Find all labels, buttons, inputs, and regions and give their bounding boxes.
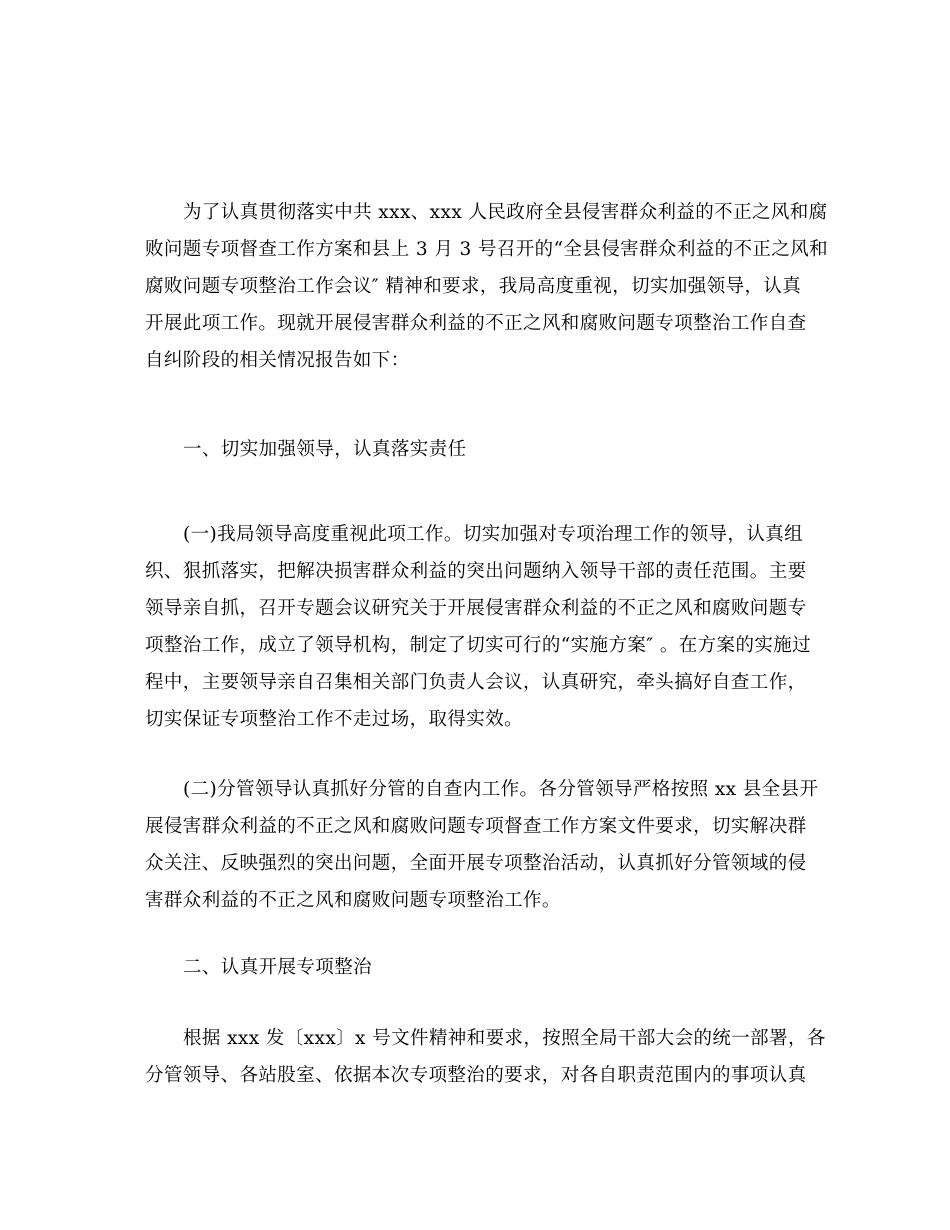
section-heading-2: 二、认真开展专项整治: [183, 957, 373, 978]
para1-line-1: (一)我局领导高度重视此项工作。切实加强对专项治理工作的领导，认真组: [183, 524, 804, 545]
intro-line-2: 败问题专项督查工作方案和县上 3 月 3 号召开的“全县侵害群众利益的不正之风和: [145, 239, 829, 260]
intro-line-3: 腐败问题专项整治工作会议″ 精神和要求，我局高度重视，切实加强领导，认真: [145, 276, 802, 297]
para2-line-1: (二)分管领导认真抓好分管的自查内工作。各分管领导严格按照 xx 县全县开: [183, 779, 819, 800]
section-heading-1: 一、切实加强领导，认真落实责任: [183, 439, 467, 460]
para3-line-1: 根据 xxx 发〔xxx〕x 号文件精神和要求，按照全局干部大会的统一部署，各: [183, 1028, 826, 1049]
para1-line-3: 领导亲自抓，召开专题会议研究关于开展侵害群众利益的不正之风和腐败问题专: [145, 598, 807, 619]
intro-line-5: 自纠阶段的相关情况报告如下：: [145, 350, 410, 371]
para2-line-3: 众关注、反映强烈的突出问题，全面开展专项整治活动，认真抓好分管领域的侵: [145, 853, 807, 874]
para3-line-2: 分管领导、各站股室、依据本次专项整治的要求，对各自职责范围内的事项认真: [145, 1065, 807, 1086]
para1-line-5: 程中，主要领导亲自召集相关部门负责人会议，认真研究，牵头搞好自查工作，: [145, 672, 807, 693]
para1-line-2: 织、狠抓落实，把解决损害群众利益的突出问题纳入领导干部的责任范围。主要: [145, 561, 807, 582]
intro-line-4: 开展此项工作。现就开展侵害群众利益的不正之风和腐败问题专项整治工作自查: [145, 313, 807, 334]
para1-line-4: 项整治工作，成立了领导机构，制定了切实可行的“实施方案″ 。在方案的实施过: [145, 635, 812, 656]
para2-line-2: 展侵害群众利益的不正之风和腐败问题专项督查工作方案文件要求，切实解决群: [145, 816, 807, 837]
para2-line-4: 害群众利益的不正之风和腐败问题专项整治工作。: [145, 890, 561, 911]
para1-line-6: 切实保证专项整治工作不走过场，取得实效。: [145, 709, 524, 730]
intro-line-1: 为了认真贯彻落实中共 xxx、xxx 人民政府全县侵害群众利益的不正之风和腐: [183, 202, 828, 223]
